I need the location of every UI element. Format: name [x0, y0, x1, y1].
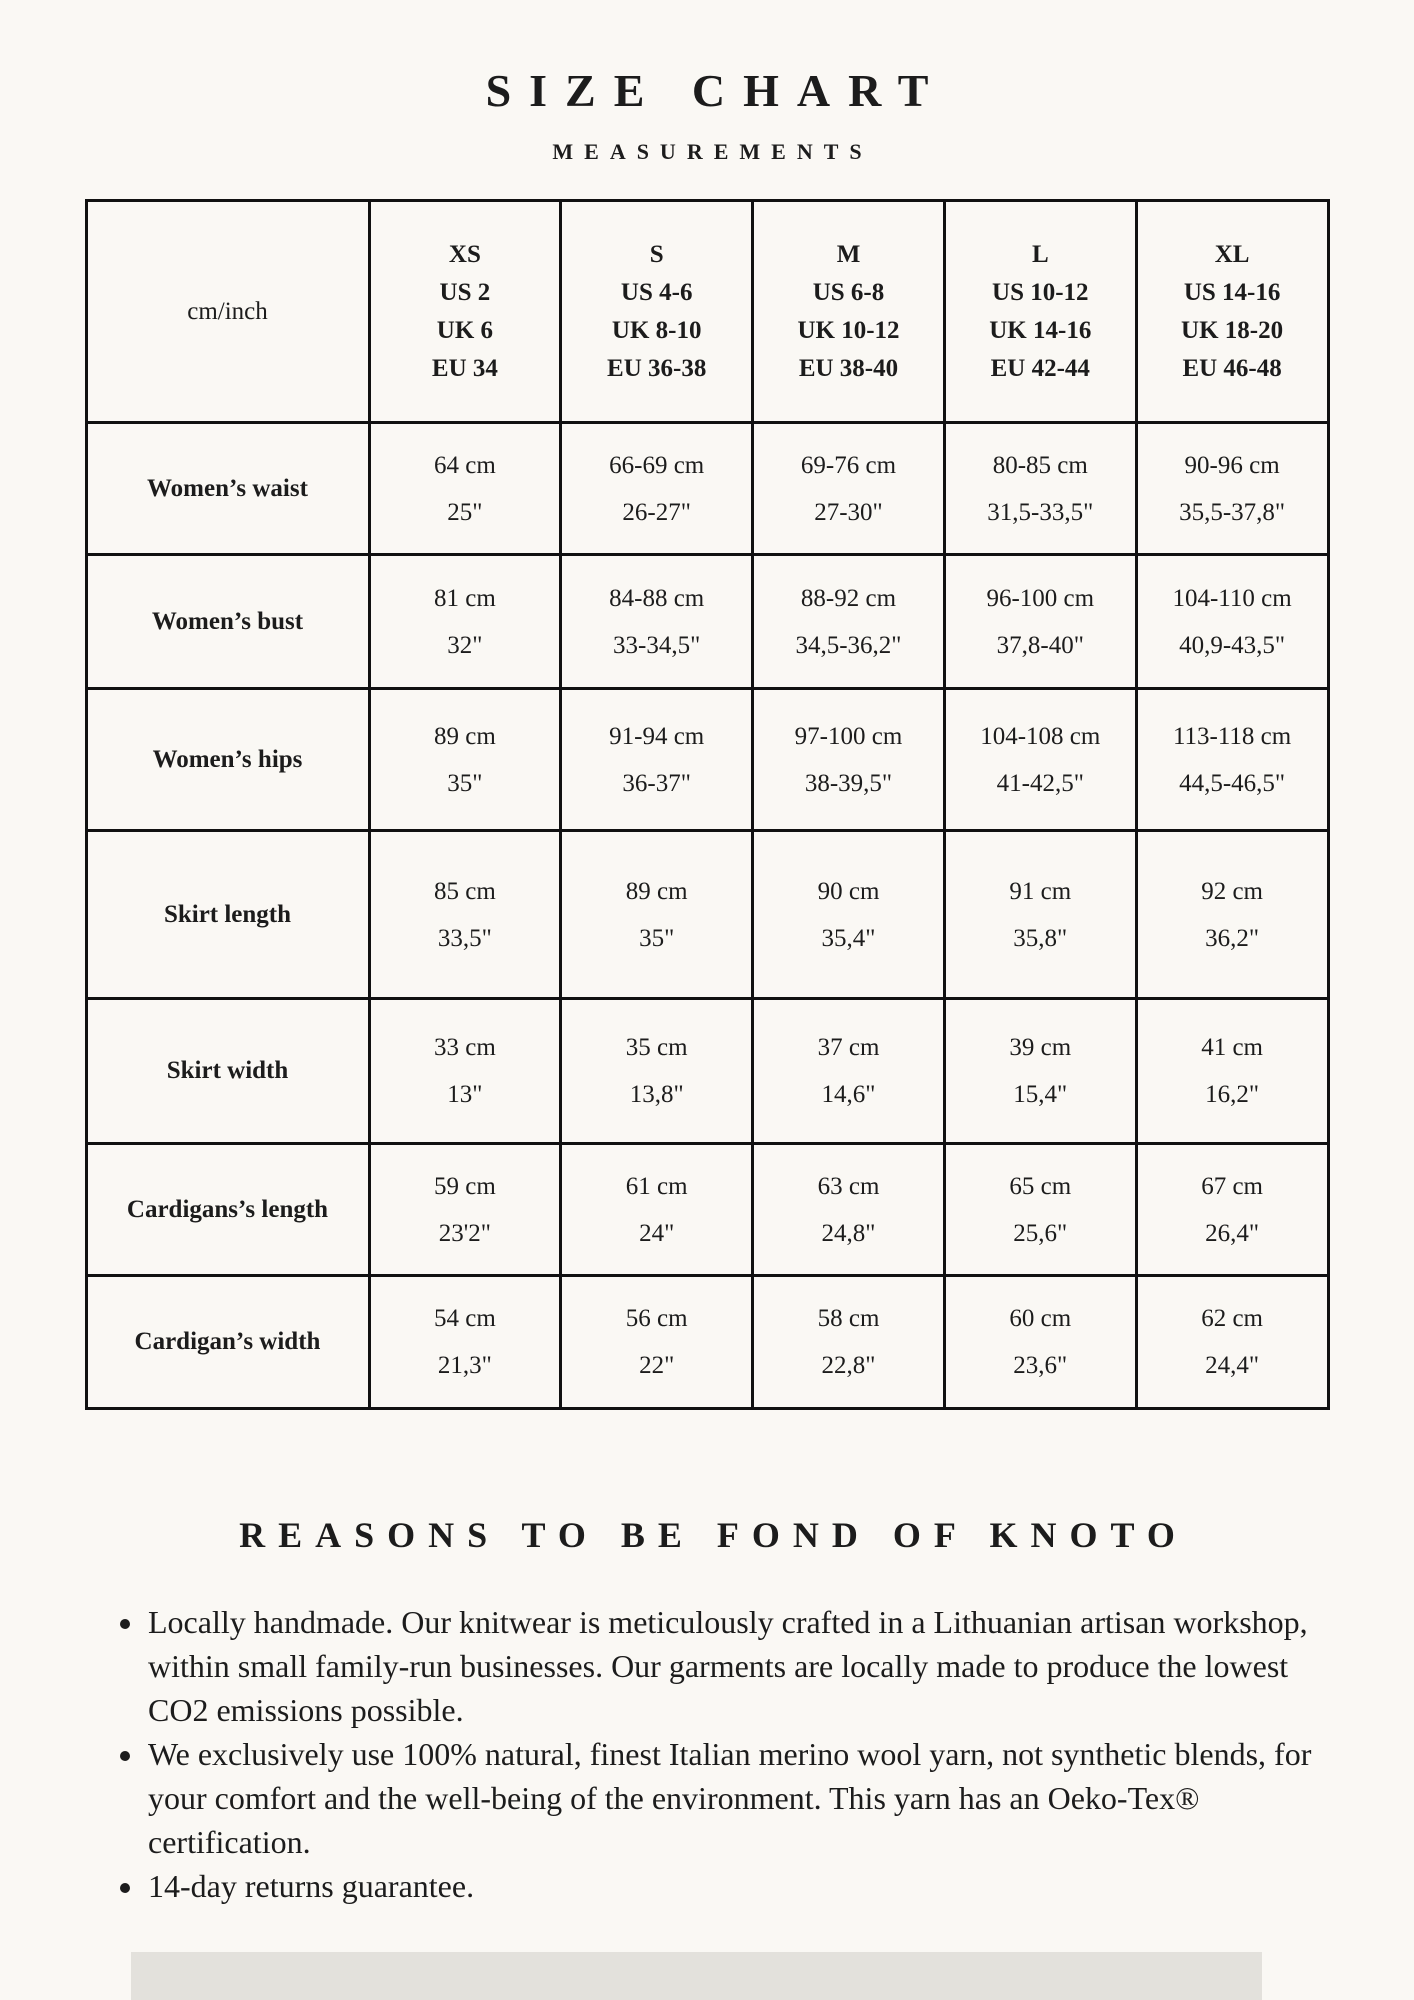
value-inch: 24,4"	[1205, 1352, 1260, 1379]
measurement-cell	[369, 423, 561, 555]
value-cm: 39 cm	[1009, 1034, 1072, 1061]
value-inch: 26,4"	[1205, 1219, 1260, 1247]
uk-size: UK 6	[436, 316, 494, 344]
measurement-cell	[753, 423, 945, 555]
value-inch: 35,4"	[821, 924, 876, 952]
reason-item-returns-guarantee: • 14-day returns guarantee.	[146, 1864, 1344, 1908]
eu-size: EU 36-38	[607, 354, 707, 382]
measurement-cell	[753, 831, 945, 999]
measurement-cell	[1136, 689, 1328, 831]
value-cm: 81 cm	[434, 584, 496, 612]
measurement-label: Skirt width	[86, 999, 369, 1144]
value-cm: 90 cm	[817, 877, 880, 905]
size-chart-table	[85, 199, 1330, 1410]
value-inch: 35"	[639, 924, 675, 952]
column-header-xs	[369, 201, 561, 423]
table-row-cardigan-width	[86, 1276, 1328, 1409]
value-cm: 90-96 cm	[1184, 451, 1280, 479]
value-inch: 25"	[447, 498, 483, 526]
value-inch: 38-39,5"	[804, 769, 893, 797]
value-cm: 41 cm	[1201, 1034, 1263, 1061]
measurement-cell	[1136, 831, 1328, 999]
value-inch: 23'2"	[438, 1219, 491, 1247]
measurement-cell	[561, 831, 753, 999]
measurement-cell	[369, 1276, 561, 1409]
value-inch: 14,6"	[821, 1081, 876, 1108]
reasons-heading: REASONS TO BE FOND OF KNOTO	[239, 1515, 1188, 1555]
uk-size: UK 8-10	[611, 316, 702, 344]
value-cm: 104-108 cm	[980, 722, 1101, 750]
value-cm: 89 cm	[625, 877, 688, 905]
value-inch: 33-34,5"	[613, 631, 701, 659]
value-cm: 91 cm	[1009, 877, 1072, 905]
measurement-cell	[561, 423, 753, 555]
measurement-label: Cardigan’s width	[86, 1276, 369, 1409]
value-inch: 13,8"	[629, 1081, 684, 1108]
value-cm: 69-76 cm	[800, 451, 897, 479]
value-inch: 24"	[639, 1219, 675, 1247]
footer-bar-partial	[131, 1952, 1262, 2000]
table-header-row	[86, 201, 1328, 423]
measurement-cell	[1136, 1144, 1328, 1276]
value-cm: 63 cm	[817, 1172, 880, 1200]
us-size: US 6-8	[812, 278, 885, 306]
value-inch: 41-42,5"	[996, 769, 1084, 797]
value-inch: 35"	[447, 769, 483, 797]
table-row-womens-bust	[86, 555, 1328, 689]
size-name: XS	[448, 240, 481, 268]
value-cm: 60 cm	[1009, 1305, 1072, 1332]
value-cm: 89 cm	[434, 722, 496, 750]
measurement-label: Cardigans’s length	[86, 1144, 369, 1276]
value-inch: 31,5-33,5"	[987, 498, 1094, 526]
value-cm: 64 cm	[434, 451, 496, 479]
measurement-cell	[561, 689, 753, 831]
value-cm: 54 cm	[434, 1305, 496, 1332]
value-cm: 59 cm	[434, 1172, 496, 1200]
value-inch: 21,3"	[437, 1352, 492, 1379]
table-row-skirt-length	[86, 831, 1328, 999]
value-cm: 65 cm	[1009, 1172, 1072, 1200]
value-inch: 25,6"	[1013, 1219, 1068, 1247]
uk-size: UK 14-16	[989, 316, 1092, 344]
value-inch: 22"	[639, 1352, 675, 1379]
value-inch: 22,8"	[821, 1352, 876, 1379]
eu-size: EU 42-44	[990, 354, 1090, 382]
measurement-cell	[944, 1144, 1136, 1276]
value-inch: 36-37"	[622, 769, 691, 797]
value-cm: 62 cm	[1201, 1305, 1263, 1332]
value-inch: 37,8-40"	[996, 631, 1084, 659]
column-header-l	[944, 201, 1136, 423]
measurement-cell	[753, 1276, 945, 1409]
size-name: S	[649, 240, 664, 268]
measurement-cell	[561, 999, 753, 1144]
value-cm: 113-118 cm	[1172, 722, 1292, 750]
measurement-cell	[944, 555, 1136, 689]
value-inch: 26-27"	[622, 498, 691, 526]
measurement-cell	[369, 689, 561, 831]
us-size: US 14-16	[1183, 278, 1281, 306]
table-row-skirt-width	[86, 999, 1328, 1144]
value-cm: 84-88 cm	[609, 584, 705, 612]
measurement-cell	[561, 1144, 753, 1276]
measurement-cell	[944, 1276, 1136, 1409]
value-inch: 35,8"	[1013, 924, 1068, 952]
measurement-cell	[1136, 423, 1328, 555]
uk-size: UK 10-12	[797, 316, 900, 344]
us-size: US 4-6	[620, 278, 693, 306]
measurement-cell	[753, 555, 945, 689]
value-cm: 97-100 cm	[794, 722, 903, 750]
measurement-cell	[369, 1144, 561, 1276]
reasons-list	[108, 1600, 1344, 1908]
measurement-cell	[944, 831, 1136, 999]
corner-label: cm/inch	[86, 201, 369, 423]
value-inch: 24,8"	[821, 1219, 876, 1247]
size-name: XL	[1214, 240, 1250, 268]
value-inch: 16,2"	[1205, 1081, 1260, 1108]
measurement-cell	[369, 999, 561, 1144]
measurement-cell	[1136, 555, 1328, 689]
measurement-label: Women’s hips	[86, 689, 369, 831]
eu-size: EU 38-40	[798, 354, 899, 382]
value-inch: 36,2"	[1205, 924, 1260, 952]
reason-item-locally-handmade: • Locally handmade. Our knitwear is meticulously crafted in a Lithuanian artisan workshop, within small family-run businesses. Our garments are locally made to produce the lowest CO2 emissions possible.	[146, 1600, 1344, 1732]
measurement-cell	[1136, 999, 1328, 1144]
page-title: SIZE CHART	[485, 65, 947, 116]
size-name: L	[1031, 240, 1049, 268]
size-name: M	[836, 240, 861, 268]
measurement-cell	[369, 555, 561, 689]
value-inch: 15,4"	[1013, 1081, 1068, 1108]
value-inch: 33,5"	[437, 924, 492, 952]
value-cm: 66-69 cm	[609, 451, 705, 479]
value-cm: 92 cm	[1201, 877, 1263, 905]
column-header-m	[753, 201, 945, 423]
eu-size: EU 46-48	[1182, 354, 1282, 382]
table-row-cardigans-length	[86, 1144, 1328, 1276]
value-cm: 88-92 cm	[800, 584, 897, 612]
page-subtitle: MEASUREMENTS	[552, 139, 873, 164]
value-inch: 34,5-36,2"	[795, 631, 902, 659]
column-header-xl	[1136, 201, 1328, 423]
measurement-cell	[753, 999, 945, 1144]
eu-size: EU 34	[431, 354, 498, 382]
measurement-cell	[369, 831, 561, 999]
value-inch: 35,5-37,8"	[1179, 498, 1286, 526]
measurement-label: Women’s waist	[86, 423, 369, 555]
us-size: US 10-12	[992, 278, 1089, 306]
value-cm: 56 cm	[625, 1305, 688, 1332]
value-cm: 80-85 cm	[992, 451, 1088, 479]
measurement-cell	[1136, 1276, 1328, 1409]
value-cm: 104-110 cm	[1172, 584, 1292, 612]
column-header-s	[561, 201, 753, 423]
value-inch: 32"	[447, 631, 483, 659]
value-cm: 67 cm	[1201, 1172, 1263, 1200]
value-cm: 35 cm	[625, 1034, 688, 1061]
measurement-label: Skirt length	[86, 831, 369, 999]
value-inch: 23,6"	[1013, 1352, 1068, 1379]
table-row-womens-hips	[86, 689, 1328, 831]
measurement-cell	[561, 1276, 753, 1409]
uk-size: UK 18-20	[1181, 316, 1284, 344]
table-row-womens-waist	[86, 423, 1328, 555]
measurement-cell	[944, 689, 1136, 831]
value-inch: 40,9-43,5"	[1179, 631, 1286, 659]
measurement-cell	[753, 1144, 945, 1276]
value-inch: 27-30"	[814, 498, 883, 526]
measurement-cell	[944, 999, 1136, 1144]
measurement-cell	[944, 423, 1136, 555]
value-inch: 13"	[447, 1081, 483, 1108]
value-cm: 37 cm	[817, 1034, 880, 1061]
value-cm: 61 cm	[625, 1172, 688, 1200]
measurement-cell	[753, 689, 945, 831]
value-cm: 96-100 cm	[986, 584, 1095, 612]
measurement-label: Women’s bust	[86, 555, 369, 689]
reason-item-natural-wool: • We exclusively use 100% natural, finest Italian merino wool yarn, not synthetic blends, for your comfort and the well-being of the environment. This yarn has an Oeko-Tex® certification.	[146, 1732, 1344, 1864]
value-cm: 58 cm	[817, 1305, 880, 1332]
us-size: US 2	[439, 278, 491, 306]
measurement-cell	[561, 555, 753, 689]
value-cm: 85 cm	[434, 877, 496, 905]
value-cm: 33 cm	[434, 1034, 496, 1061]
value-inch: 44,5-46,5"	[1179, 769, 1286, 797]
value-cm: 91-94 cm	[609, 722, 705, 750]
